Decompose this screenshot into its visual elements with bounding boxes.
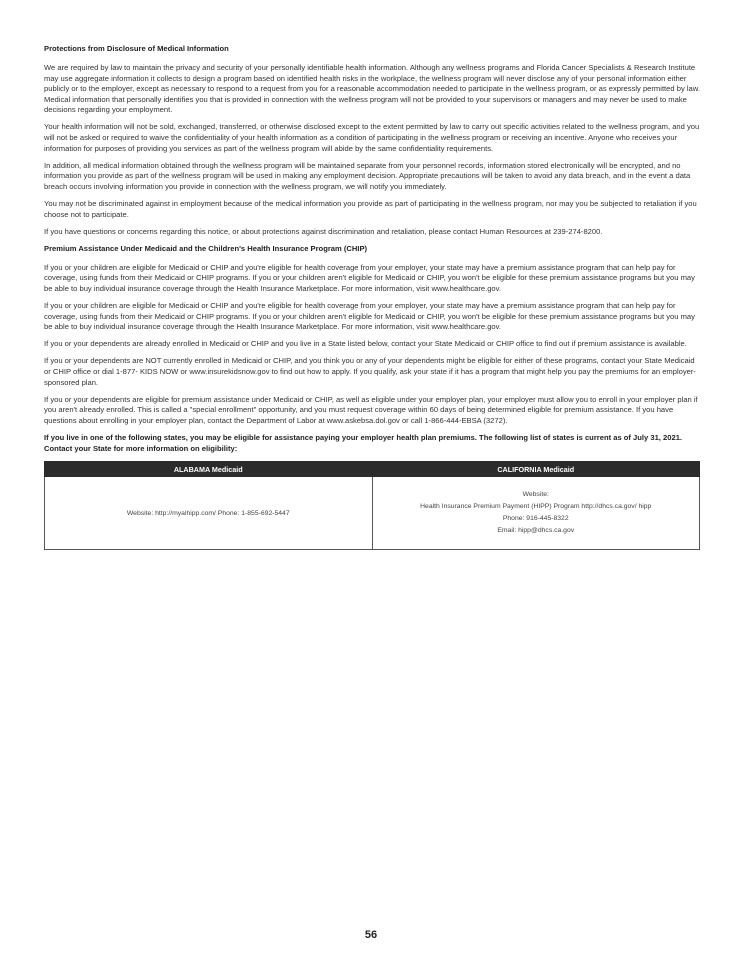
california-hipp-link[interactable]: Health Insurance Premium Payment (HIPP) Program http://dhcs.ca.gov/ hipp: [420, 503, 652, 511]
paragraph: Your health information will not be sold, exchanged, transferred, or otherwise disclosed except to the extent permitted by law to carry out specific activities related to the wellness program, and you will not be asked or required to waive the confidentiality of your health information as a condition of participating in the wellness program or receiving an incentive. Anyone who receives your information for purposes of providing you services as part of the wellness program will abide by the same confidentiality requirements.: [44, 122, 700, 153]
table-header-california: CALIFORNIA Medicaid: [372, 462, 700, 477]
eligibility-note: If you live in one of the following states, you may be eligible for assistance paying your employer health plan premiums. The following list of states is current as of July 31, 2021. Contact your State for more information on eligibility:: [44, 433, 683, 453]
table-header-row: [45, 462, 700, 477]
alabama-contact-cell: Website: http://myalhipp.com/ Phone: 1-855-692-5447: [45, 477, 373, 550]
california-website-label: Website:: [522, 491, 549, 499]
paragraph: If you or your dependents are NOT currently enrolled in Medicaid or CHIP, and you think you or any of your dependents might be eligible for either of these programs, contact your State Medicaid or CHIP office or dial 1-877- KIDS NOW or www.insurekidsnow.gov to find out how to apply. If you qualify, ask your state if it has a program that might help you pay the premiums for an employer-sponsored plan.: [44, 356, 696, 387]
paragraph: We are required by law to maintain the privacy and security of your personally identifiable health information. Although any wellness programs and Florida Cancer Specialists & Research Institute may use aggregate information it collects to design a program based on identified health risks in the workplace, the wellness program will never disclose any of your personal information either publicly or to the employer, except as necessary to respond to a request from you for a reasonable accommodation needed to participate in the wellness program, or as expressly permitted by law. Medical information that personally identifies you that is provided in connection with the wellness program will not be provided to your supervisors or managers and may never be used to make decisions regarding your employment.: [44, 63, 700, 115]
california-email[interactable]: Email: hipp@dhcs.ca.gov: [497, 527, 575, 535]
paragraph: If you or your dependents are already enrolled in Medicaid or CHIP and you live in a State listed below, contact your State Medicaid or CHIP office to find out if premium assistance is available.: [44, 339, 687, 349]
paragraph: If you or your children are eligible for Medicaid or CHIP and you're eligible for health coverage from your employer, your state may have a premium assistance program that can help pay for coverage, using funds from their Medicaid or CHIP programs. If you or your children aren't eligible for Medicaid or CHIP, you won't be eligible for these premium assistance programs but you may be able to buy individual insurance coverage through the Health Insurance Marketplace. For more information, visit www.healthcare.gov.: [44, 301, 695, 332]
page-number: 56: [364, 929, 378, 941]
paragraph: If you have questions or concerns regarding this notice, or about protections against discrimination and retaliation, please contact Human Resources at 239-274-8200.: [44, 226, 603, 236]
section-heading-premium-assistance: Premium Assistance Under Medicaid and the Children's Health Insurance Program (CHIP): [44, 243, 368, 253]
table-header-alabama: ALABAMA Medicaid: [45, 462, 373, 477]
table-row: [45, 477, 700, 550]
paragraph: You may not be discriminated against in employment because of the medical information you provide as part of participating in the wellness program, nor may you be subjected to retaliation if you choose not to participate.: [44, 199, 697, 219]
state-medicaid-table: [44, 461, 700, 550]
document-page: [44, 44, 700, 550]
paragraph: In addition, all medical information obtained through the wellness program will be maintained separate from your personnel records, information stored electronically will be encrypted, and no information you provide as part of the wellness program will be used in making any employment decision. Appropriate precautions will be taken to avoid any data breach, and in the event a data breach occurs involving information you provide in connection with the wellness program, we will notify you immediately.: [44, 160, 691, 191]
section-heading-medical-disclosure: Protections from Disclosure of Medical Information: [44, 44, 229, 53]
paragraph: If you or your dependents are eligible for premium assistance under Medicaid or CHIP, as well as eligible under your employer plan, your employer must allow you to enroll in your employer plan if you aren't already enrolled. This is called a "special enrollment" opportunity, and you must request coverage within 60 days of being determined eligible for premium assistance. If you have questions about enrolling in your employer plan, contact the Department of Labor at www.askebsa.dol.gov or call 1-866-444-EBSA (3272).: [44, 394, 698, 425]
california-contact-cell: [372, 477, 700, 550]
paragraph: If you or your children are eligible for Medicaid or CHIP and you're eligible for health coverage from your employer, your state may have a premium assistance program that can help pay for coverage, using funds from their Medicaid or CHIP programs. If you or your children aren't eligible for Medicaid or CHIP, you won't be eligible for these premium assistance programs but you may be able to buy individual insurance coverage through the Health Insurance Marketplace. For more information, visit www.healthcare.gov.: [44, 262, 695, 293]
california-phone: Phone: 916-445-8322: [502, 515, 569, 523]
